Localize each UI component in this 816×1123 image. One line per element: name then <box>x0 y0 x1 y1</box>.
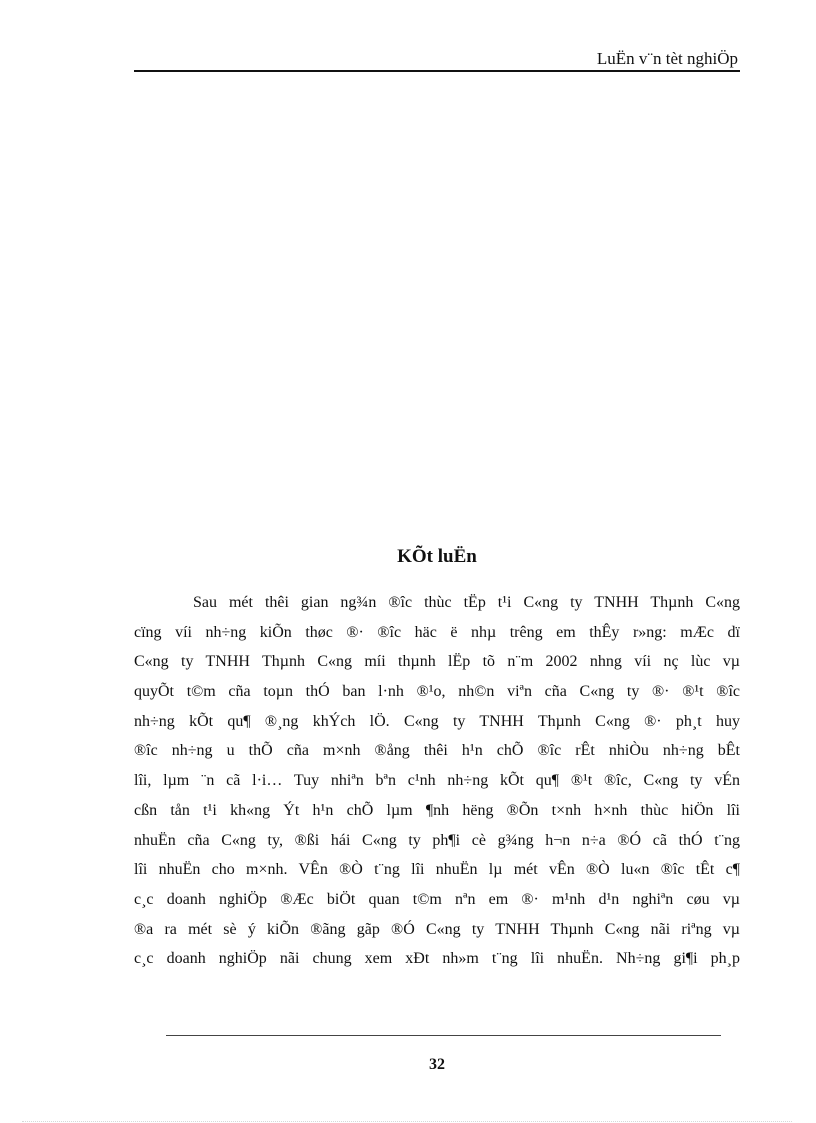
text-line: nhuËn cña C«ng ty, ®ßi hái C«ng ty ph¶i cè g¾ng h¬n n÷a ®Ó cã thÓ t¨ng <box>134 831 740 849</box>
text-line: lîi, lµm ¨n cã l·i… Tuy nhiªn bªn c¹nh nh÷ng kÕt qu¶ ®¹t ®îc, C«ng ty vÉn <box>134 772 740 790</box>
text-line: C«ng ty TNHH Thµnh C«ng míi thµnh lËp tõ n¨m 2002 nhng víi nç lùc vµ <box>134 653 740 671</box>
text-line: quyÕt t©m cña toµn thÓ ban l·nh ®¹o, nh©n viªn cña C«ng ty ®· ®¹t ®îc <box>134 683 740 701</box>
text-line: lîi nhuËn cho m×nh. VÊn ®Ò t¨ng lîi nhuËn lµ mét vÊn ®Ò lu«n ®îc tÊt c¶ <box>134 861 740 879</box>
body-paragraph <box>134 588 740 974</box>
header-title: LuËn v¨n tèt nghiÖp <box>596 49 738 68</box>
header-divider <box>134 70 740 72</box>
section-heading: KÕt luËn <box>397 546 477 567</box>
text-line: ®a ra mét sè ý kiÕn ®ãng gãp ®Ó C«ng ty TNHH Thµnh C«ng nãi riªng vµ <box>134 920 740 938</box>
text-line: cïng víi nh÷ng kiÕn thøc ®· ®îc häc ë nhµ trêng em thÊy r»ng: mÆc dï <box>134 623 740 641</box>
text-line: c¸c doanh nghiÖp ®Æc biÖt quan t©m nªn em ®· m¹nh d¹n nghiªn cøu vµ <box>134 890 740 908</box>
text-line: cßn tån t¹i kh«ng Ýt h¹n chÕ lµm ¶nh hëng ®Õn t×nh h×nh thùc hiÖn lîi <box>134 801 740 819</box>
text-line: Sau mét thêi gian ng¾n ®îc thùc tËp t¹i C«ng ty TNHH Thµnh C«ng <box>193 594 740 611</box>
page-edge <box>22 1121 792 1122</box>
footer-divider <box>166 1035 721 1036</box>
text-line: ®îc nh÷ng u thÕ cña m×nh ®ång thêi h¹n chÕ ®îc rÊt nhiÒu nh÷ng bÊt <box>134 742 740 760</box>
text-line: c¸c doanh nghiÖp nãi chung xem xÐt nh»m t¨ng lîi nhuËn. Nh÷ng gi¶i ph¸p <box>134 950 740 968</box>
text-line: nh÷ng kÕt qu¶ ®¸ng khÝch lÖ. C«ng ty TNHH Thµnh C«ng ®· ph¸t huy <box>134 712 740 730</box>
page-number: 32 <box>429 1056 445 1073</box>
